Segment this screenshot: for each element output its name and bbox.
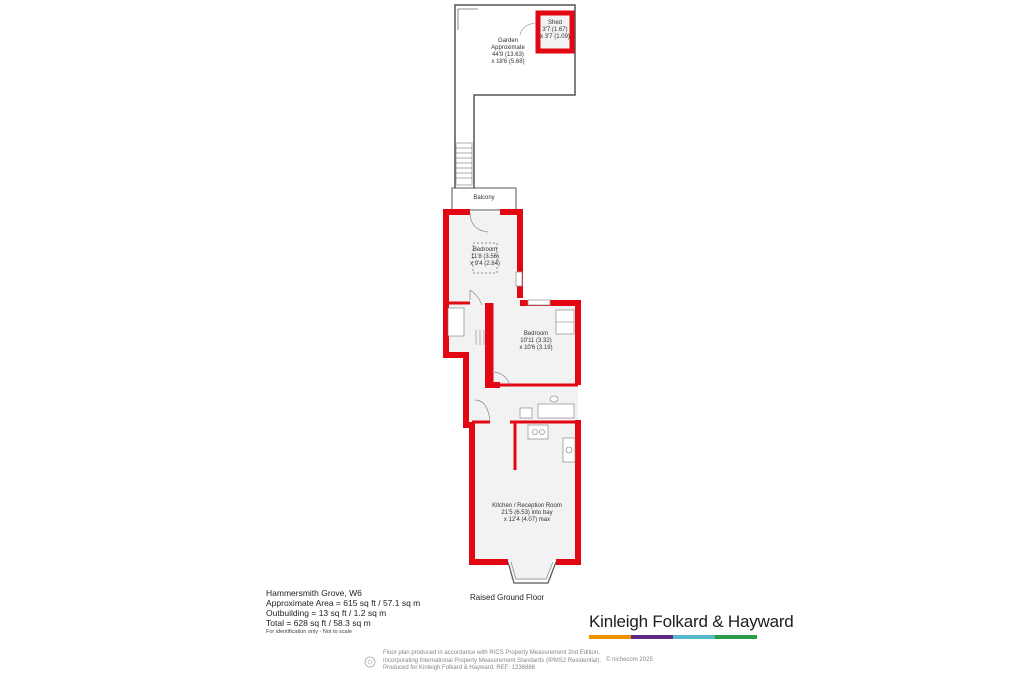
- kitchen-dim2: x 12'4 (4.07) max: [503, 517, 551, 523]
- garden-label: [478, 38, 538, 66]
- identification-note: For identification only - Not to scale: [266, 629, 352, 635]
- brand-name: Kinleigh Folkard & Hayward: [589, 612, 794, 631]
- brand-bar-green: [715, 635, 757, 639]
- footer-line3: Produced for Kinleigh Folkard & Hayward. REF: 1236886: [383, 665, 536, 671]
- address: Hammersmith Grove, W6: [266, 588, 362, 598]
- measurement-standard-icon: [364, 653, 376, 671]
- bedroom1-dim1: 11'8 (3.56): [470, 254, 500, 260]
- shed-dim1: 3'7 (1.67): [542, 27, 568, 33]
- bedroom2-dim1: 10'11 (3.32): [520, 338, 552, 344]
- bedroom2-dim2: x 10'6 (3.19): [519, 345, 553, 351]
- garden-name: Garden: [497, 38, 518, 44]
- approximate-area: Approximate Area = 615 sq ft / 57.1 sq m: [266, 598, 421, 608]
- bedroom2-name: Bedroom: [523, 331, 549, 337]
- bedroom2-label: [508, 331, 564, 352]
- copyright: © nichecom 2025: [606, 657, 653, 663]
- balcony-label: [464, 195, 504, 202]
- kitchen-dim1: 21'5 (6.53) into bay: [501, 510, 553, 516]
- garden-dim2: x 18'6 (5.68): [491, 59, 525, 65]
- bedroom1-name: Bedroom: [472, 247, 498, 253]
- footer-line2: Incorporating International Property Measurement Standards (IPMS2 Residential).: [383, 657, 602, 664]
- footer-text: [383, 650, 601, 673]
- balcony-name: Balcony: [473, 195, 495, 201]
- outbuilding-area: Outbuilding = 13 sq ft / 1.2 sq m: [266, 608, 387, 618]
- bedroom1-label: [462, 247, 508, 268]
- shed-label: [535, 20, 575, 41]
- brand-bar-orange: [589, 635, 631, 639]
- brand-bar-purple: [631, 635, 673, 639]
- area-info: [266, 588, 420, 636]
- shed-name: Shed: [547, 20, 562, 26]
- footer-line1: Floor plan produced in accordance with RICS Property Measurement 2nd Edition,: [383, 650, 600, 656]
- garden-dim0: Approximate: [491, 45, 525, 51]
- kitchen-name: Kitchen / Reception Room: [492, 503, 562, 509]
- kitchen-label: [482, 503, 572, 524]
- brand-bar-teal: [673, 635, 715, 639]
- bedroom1-dim2: x 9'4 (2.84): [470, 261, 500, 267]
- garden-dim1: 44'9 (13.63): [492, 52, 524, 58]
- shed-dim2: x 3'7 (1.09): [540, 34, 570, 40]
- floor-label: Raised Ground Floor: [470, 593, 545, 602]
- total-area: Total = 628 sq ft / 58.3 sq m: [266, 618, 371, 628]
